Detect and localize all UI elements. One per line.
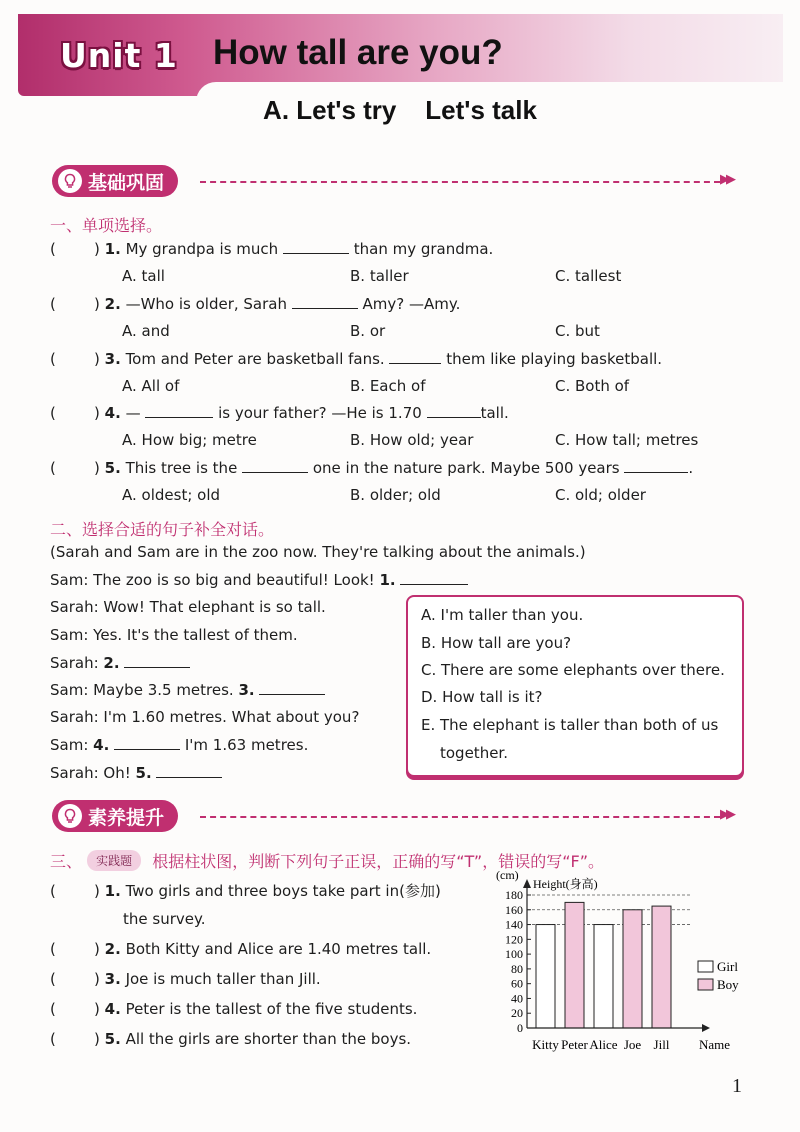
question-number: 4. [104, 404, 121, 422]
answer-blank[interactable] [259, 694, 325, 695]
answer-paren[interactable]: ( ) [50, 1000, 100, 1018]
lightbulb-icon [58, 804, 82, 828]
blank-number: 1. [379, 571, 396, 589]
answer-option[interactable]: B. older; old [350, 486, 441, 504]
statement-number: 3. [104, 970, 121, 988]
answer-blank[interactable] [114, 749, 180, 750]
answer-option[interactable]: C. tallest [555, 267, 622, 285]
question-row [50, 404, 509, 422]
chart-title: Height(身高) [533, 877, 598, 891]
statement-number: 5. [104, 1030, 121, 1048]
dialog-line [50, 571, 468, 589]
question-text: My grandpa is much [125, 240, 279, 258]
question-row [50, 240, 493, 258]
bar-jill [652, 906, 671, 1028]
dialog-intro: (Sarah and Sam are in the zoo now. They're talking about the animals.) [50, 543, 586, 561]
question-text: Amy? —Amy. [362, 295, 461, 313]
y-tick-label: 160 [505, 902, 523, 917]
question-text: —Who is older, Sarah [125, 295, 287, 313]
speaker: Sam: [50, 681, 89, 699]
dialog-option: A. I'm taller than you. [421, 606, 584, 624]
answer-option[interactable]: C. but [555, 322, 600, 340]
statement-text: All the girls are shorter than the boys. [125, 1030, 412, 1048]
statement-row [50, 1030, 411, 1048]
bar-alice [594, 925, 613, 1028]
answer-option[interactable]: A. All of [122, 377, 180, 395]
answer-paren[interactable]: ( ) [50, 970, 100, 988]
y-tick-label: 120 [505, 932, 523, 947]
answer-option[interactable]: A. tall [122, 267, 165, 285]
dialog-line [50, 598, 326, 616]
y-tick-label: 80 [511, 961, 523, 976]
answer-paren[interactable]: ( ) [50, 940, 100, 958]
statement-number: 4. [104, 1000, 121, 1018]
divider-line [200, 181, 720, 183]
question-number: 2. [104, 295, 121, 313]
answer-paren[interactable]: ( ) [50, 1030, 100, 1048]
arrow-icon: ▶▶ [720, 172, 732, 187]
dialog-option: E. The elephant is taller than both of us [421, 716, 719, 734]
answer-option[interactable]: C. Both of [555, 377, 630, 395]
answer-option[interactable]: B. Each of [350, 377, 426, 395]
question-row [50, 350, 662, 368]
speaker: Sarah: [50, 764, 99, 782]
x-axis-label: Name [699, 1037, 731, 1052]
part2-heading: 二、选择合适的句子补全对话。 [50, 520, 275, 539]
speaker: Sarah: [50, 654, 99, 672]
statement-row [50, 940, 431, 958]
blank-number: 2. [103, 654, 120, 672]
dialog-text: Wow! That elephant is so tall. [103, 598, 326, 616]
section-pill-improve [52, 800, 178, 832]
speaker: Sarah: [50, 708, 99, 726]
arrow-icon: ▶▶ [720, 807, 732, 822]
page-number: 1 [732, 1075, 742, 1097]
speaker: Sam: [50, 571, 89, 589]
dialog-option: together. [440, 744, 508, 762]
divider-line [200, 816, 720, 818]
dialog-line [50, 654, 190, 672]
answer-option[interactable]: B. How old; year [350, 431, 474, 449]
legend-label-boy: Boy [717, 977, 739, 992]
question-text: This tree is the [125, 459, 238, 477]
dialog-text: Oh! [103, 764, 131, 782]
answer-paren[interactable]: ( ) [50, 350, 100, 368]
part3-number: 三、 [50, 852, 83, 871]
statement-text: the survey. [123, 910, 206, 928]
answer-paren[interactable]: ( ) [50, 882, 100, 900]
dialog-text: Yes. It's the tallest of them. [93, 626, 298, 644]
dialog-text: Maybe 3.5 metres. [93, 681, 234, 699]
bar-kitty [536, 925, 555, 1028]
answer-paren[interactable]: ( ) [50, 240, 100, 258]
question-text: tall. [480, 404, 509, 422]
blank-number: 4. [93, 736, 110, 754]
dialog-text: I'm 1.63 metres. [184, 736, 309, 754]
part1-heading: 一、单项选择。 [50, 216, 163, 235]
height-bar-chart [470, 868, 770, 1063]
y-unit-label: (cm) [496, 868, 519, 882]
statement-row [50, 880, 441, 901]
question-number: 5. [104, 459, 121, 477]
y-tick-label: 40 [511, 991, 523, 1006]
x-tick-label: Jill [653, 1037, 670, 1052]
legend-swatch-girl [698, 961, 713, 972]
question-text: them like playing basketball. [446, 350, 663, 368]
dialog-line [50, 708, 359, 726]
statement-row [50, 970, 321, 988]
answer-blank[interactable] [292, 308, 358, 309]
answer-option[interactable]: A. oldest; old [122, 486, 221, 504]
dialog-text: The zoo is so big and beautiful! Look! [93, 571, 375, 589]
answer-option[interactable]: A. and [122, 322, 170, 340]
dialog-option: B. How tall are you? [421, 634, 572, 652]
question-row [50, 295, 460, 313]
y-tick-label: 100 [505, 947, 523, 962]
lesson-subtitle: A. Let's try Let's talk [263, 95, 537, 125]
statement-row [50, 1000, 417, 1018]
legend-swatch-boy [698, 979, 713, 990]
bar-peter [565, 902, 584, 1028]
legend-label-girl: Girl [717, 959, 738, 974]
x-tick-label: Alice [589, 1037, 618, 1052]
dialog-option: C. There are some elephants over there. [421, 661, 725, 679]
x-tick-label: Peter [561, 1037, 588, 1052]
part3-heading: 根据柱状图，判断下列句子正误，正确的写“T”，错误的写“F”。 [152, 852, 605, 871]
practice-tag: 实践题 [87, 850, 141, 871]
unit-label: Unit 1 [60, 36, 178, 75]
unit-title: How tall are you? [213, 33, 503, 72]
question-number: 3. [104, 350, 121, 368]
statement-number: 1. [104, 882, 121, 900]
answer-blank[interactable] [156, 777, 222, 778]
answer-blank[interactable] [283, 253, 349, 254]
y-tick-label: 180 [505, 888, 523, 902]
answer-option[interactable]: C. How tall; metres [555, 431, 699, 449]
question-row [50, 459, 693, 477]
dialog-text: I'm 1.60 metres. What about you? [103, 708, 360, 726]
dialog-line [50, 764, 222, 782]
statement-text: Peter is the tallest of the five students. [125, 1000, 418, 1018]
answer-blank[interactable] [124, 667, 190, 668]
y-axis-arrow [523, 879, 531, 888]
speaker: Sarah: [50, 598, 99, 616]
answer-blank[interactable] [389, 363, 441, 364]
x-axis-arrow [702, 1024, 710, 1032]
answer-paren[interactable]: ( ) [50, 459, 100, 477]
answer-option[interactable]: B. taller [350, 267, 409, 285]
speaker: Sam: [50, 626, 89, 644]
y-tick-label: 140 [505, 917, 523, 932]
question-number: 1. [104, 240, 121, 258]
statement-text: Both Kitty and Alice are 1.40 metres tall. [125, 940, 432, 958]
x-tick-label: Kitty [532, 1037, 559, 1052]
dialog-line [50, 736, 308, 754]
question-text: is your father? —He is 1.70 [218, 404, 422, 422]
statement-text: Two girls and three boys take part in(参加) [125, 882, 441, 900]
y-tick-label: 60 [511, 976, 523, 991]
statement-text: Joe is much taller than Jill. [125, 970, 321, 988]
question-text: one in the nature park. Maybe 500 years [312, 459, 620, 477]
dialog-option: D. How tall is it? [421, 688, 543, 706]
y-tick-label: 0 [517, 1021, 523, 1035]
blank-number: 5. [135, 764, 152, 782]
section-label: 基础巩固 [88, 171, 165, 194]
question-text: Tom and Peter are basketball fans. [125, 350, 385, 368]
answer-option[interactable]: A. How big; metre [122, 431, 257, 449]
answer-blank[interactable] [242, 472, 308, 473]
lightbulb-icon [58, 169, 82, 193]
answer-blank[interactable] [145, 417, 213, 418]
y-tick-label: 20 [511, 1006, 523, 1021]
dialog-line [50, 626, 298, 644]
answer-option[interactable]: C. old; older [555, 486, 646, 504]
answer-paren[interactable]: ( ) [50, 404, 100, 422]
statement-number: 2. [104, 940, 121, 958]
question-text: than my grandma. [353, 240, 494, 258]
question-text: — [125, 404, 141, 422]
answer-blank[interactable] [427, 417, 481, 418]
bar-joe [623, 910, 642, 1028]
answer-option[interactable]: B. or [350, 322, 386, 340]
answer-paren[interactable]: ( ) [50, 295, 100, 313]
answer-blank[interactable] [624, 472, 688, 473]
answer-blank[interactable] [400, 584, 468, 585]
section-label: 素养提升 [88, 806, 165, 829]
speaker: Sam: [50, 736, 89, 754]
section-pill-basics [52, 165, 178, 197]
dialog-line [50, 681, 325, 699]
x-tick-label: Joe [623, 1037, 642, 1052]
question-text: . [688, 459, 694, 477]
blank-number: 3. [238, 681, 255, 699]
